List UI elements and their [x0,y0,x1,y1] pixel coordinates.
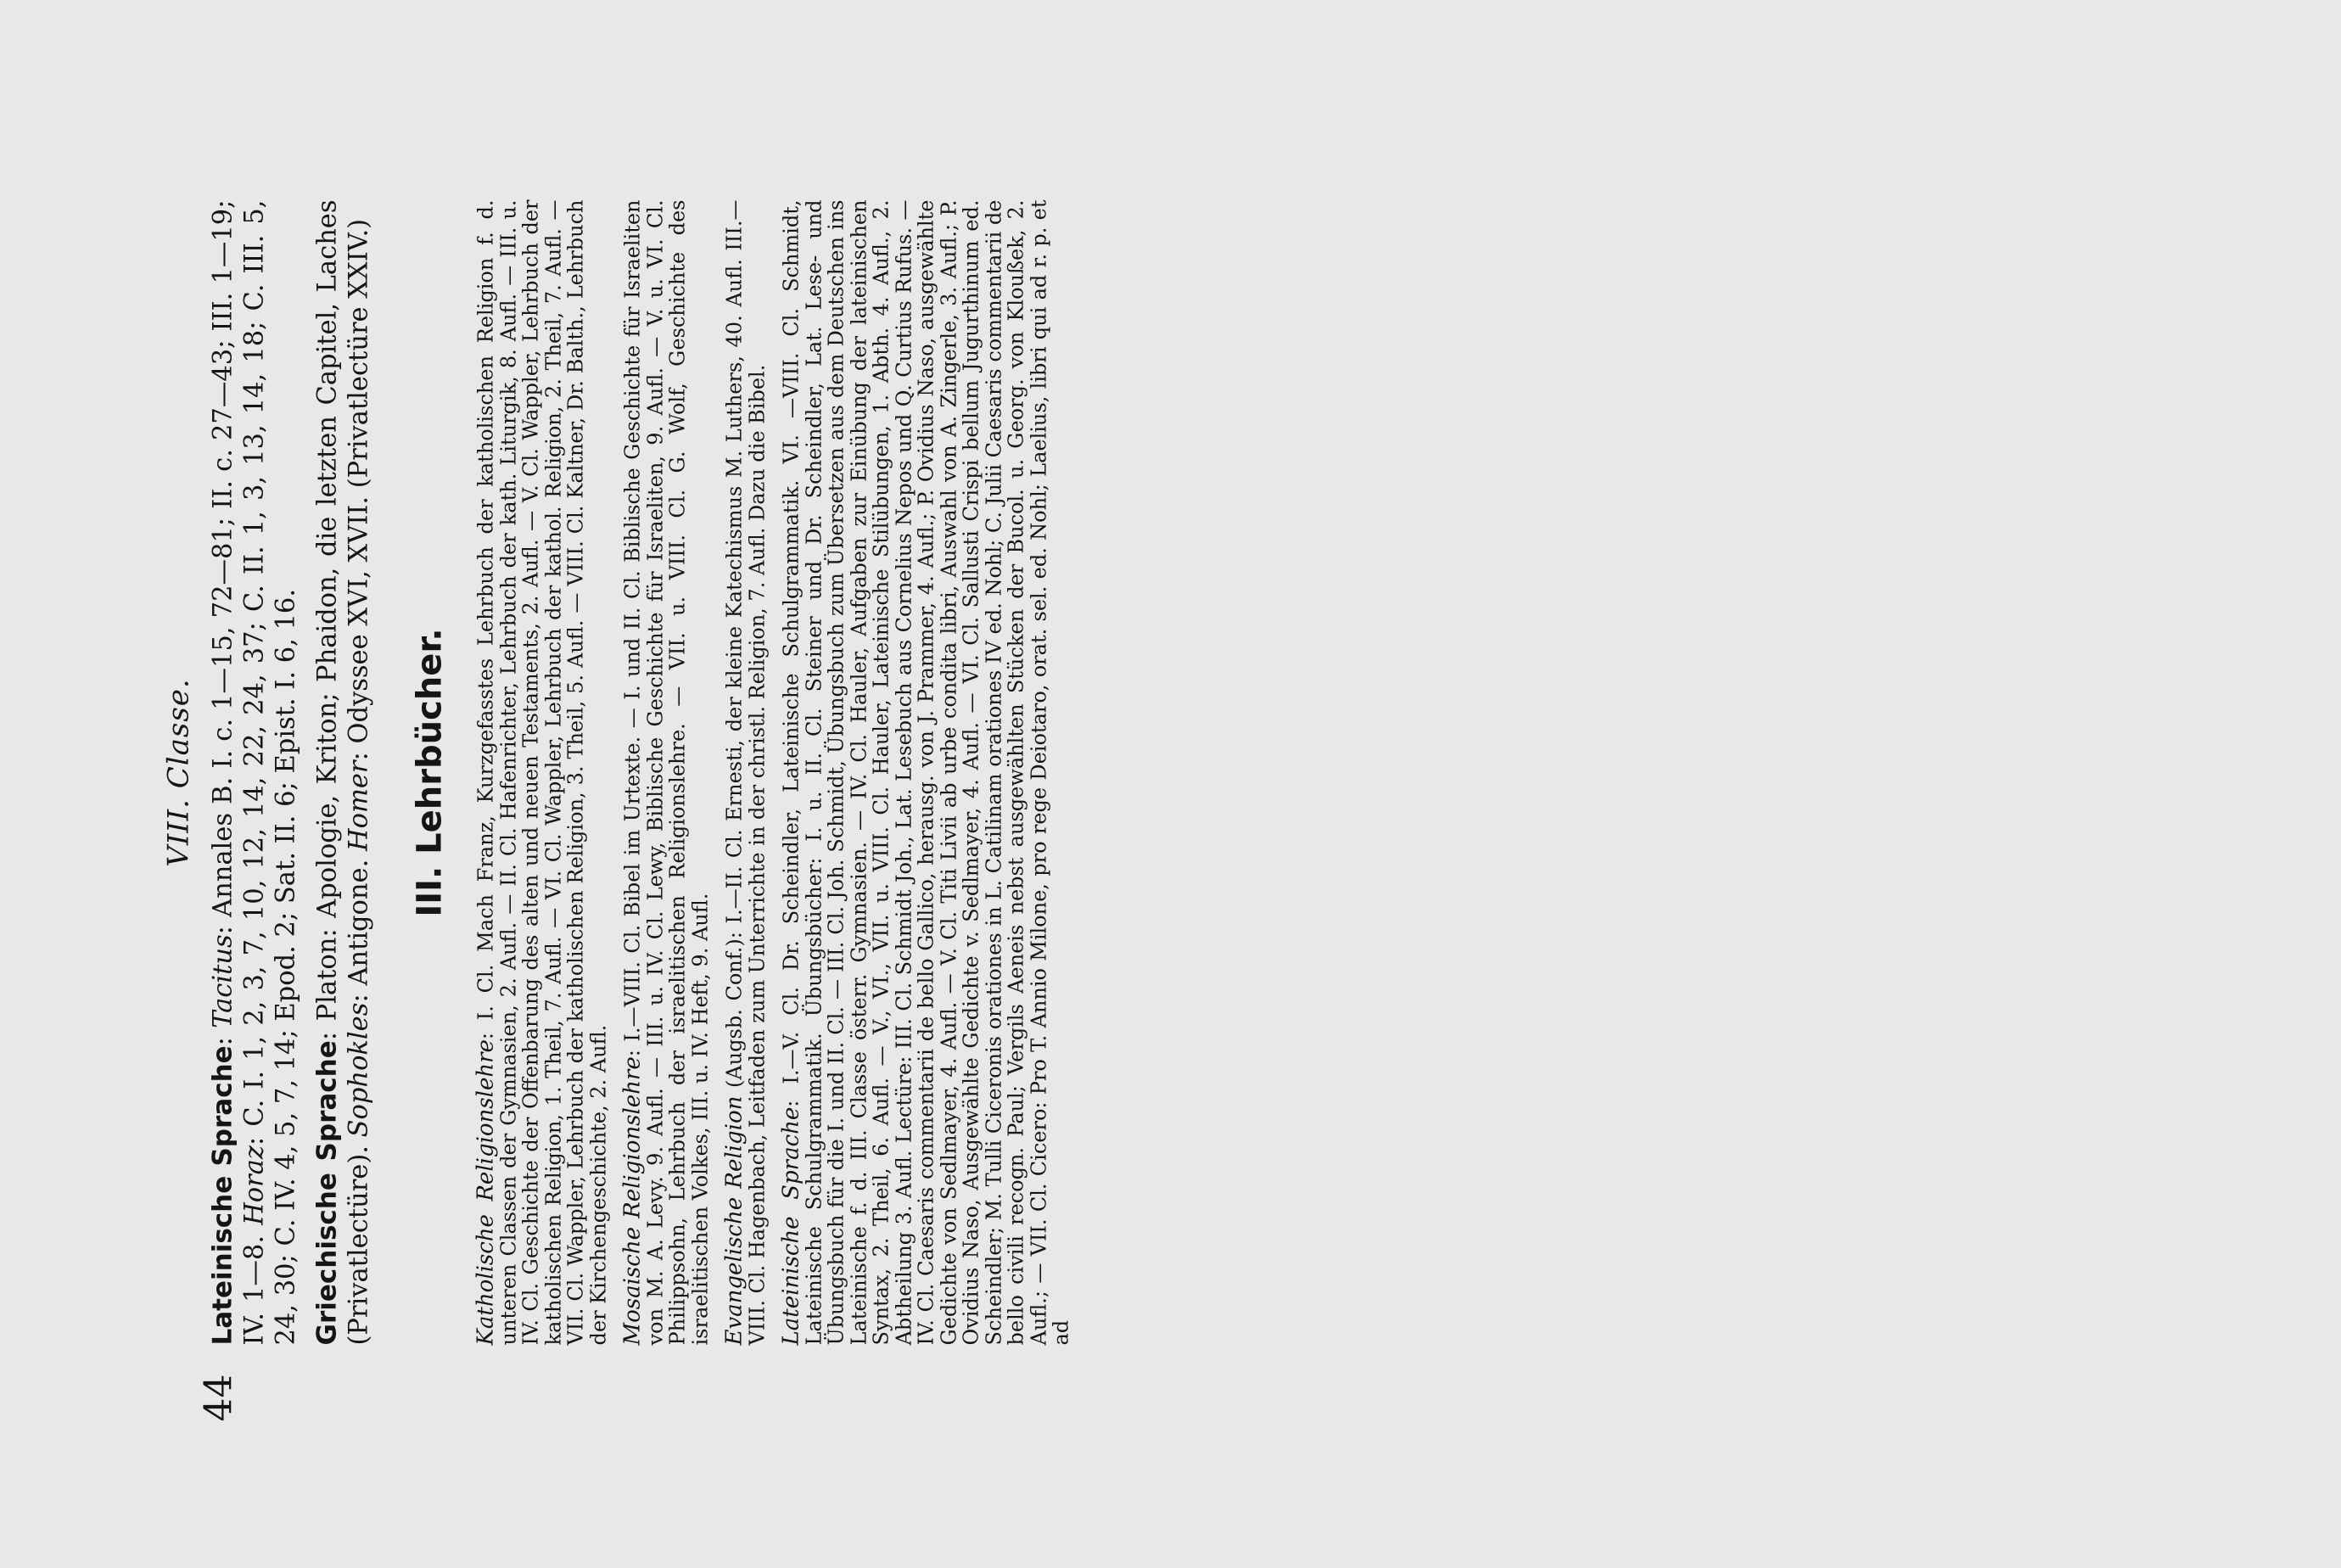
paragraph-text: Platon: Apologie, Kriton; Phaidon, die letzten Capitel, Laches (Privatlectüre). [312,199,374,1346]
paragraph-text: : I.—VIII. Cl. Bibel im Urtexte. — I. und II. Cl. Biblische Geschichte für Israeliten von M. A. Levy. 9. Aufl. — III. u. IV. Cl. Lewy, Biblische Geschichte für Israeliten, 9. Aufl. — V. u. VI. Cl. Philippsohn, Lehrbuch der israelitischen Religionslehre. — VII. u. VIII. Cl. G. Wolf, Geschichte des israelitischen Volkes, III. u. IV. Heft, 9. Aufl. [620,199,712,1346]
paragraph-lead: Lateinische Sprache [778,1106,804,1346]
lehrbuch-katholische-religionslehre [475,200,610,1346]
paragraph-text: : I.—V. Cl. Dr. Scheindler, Lateinische Schulgrammatik. VI. —VIII. Cl. Schmidt, Lateinische Schulgrammatik. Übungsbücher: I. u. II. Cl. Steiner und Dr. Scheindler, Lat. Lese- und Übungsbuch für die I. und II. Cl. — III. Cl. Joh. Schmidt, Übungsbuch zum Übersetzen aus dem Deutschen ins Lateinische f. d. III. Classe österr. Gymnasien. — IV. Cl. Hauler, Aufgaben zur Einübung der lateinischen Syntax, 2. Theil, 6. Aufl. — V., VI., VII. u. VIII. Cl. Hauler, Lateinische Stilübungen, 1. Abth. 4. Aufl., 2. Abtheilung 3. Aufl. Lectüre: III. Cl. Schmidt Joh., Lat. Lesebuch aus Cornelius Nepos und Q. Curtius Rufus. — IV. Cl. Caesaris commentarii de bello Gallico, herausg. von J. Prammer, 4. Aufl.; P. Ovidius Naso, ausgewählte Gedichte von Sedlmayer, 4. Aufl. — V. Cl. Titi Livii ab urbe condita libri, Auswahl von A. Zingerle, 3. Aufl.; P. Ovidius Naso, Ausgewählte Gedichte v. Sedlmayer, 4. Aufl. — VI. Cl. Sallusti Crispi bellum Jugurthinum ed. Scheindler; M. Tulli Ciceronis orationes in L. Catilinam orationes IV ed. Nohl; C. Julii Caesaris commentarii de bello civili recogn. Paul; Vergils Aeneis nebst ausgewählten Stücken der Bucol. u. Georg. von Kloußek, 2. Aufl.; — VII. Cl. Cicero: Pro T. Annio Milone, pro rege Deiotaro, orat. sel. ed. Nohl; Laelius, libri qui ad r. p. et ad [779,199,1073,1346]
lektuere-lateinische-sprache [208,200,302,1346]
section-heading: III. Lehrbücher. [410,628,450,917]
lead-separator: : [208,1028,238,1046]
lehrbuch-lateinische-sprache [778,199,1073,1346]
paragraph-text: (Augsb. Conf.): I.—II. Cl. Ernesti, der kleine Katechismus M. Luthers, 40. Aufl. III.—VIII. Cl. Hagenbach, Leitfaden zum Unterrichte in der christl. Religion, 7. Aufl. Dazu die Bibel. [722,199,769,1346]
author-name: Sophokles [344,1002,374,1138]
lektuere-griechische-sprache [312,200,375,1346]
author-name: Homer [344,760,374,851]
paragraph-text: : Annales B. I. c. 1—15, 72—81; II. c. 27—43; III. 1—19; IV. 1—8. [208,199,270,1346]
paragraph-text: : Odyssee XVI, XVII. (Privatlectüre XXIV.) [344,218,374,761]
paragraph-lead: Mosaische Religionslehre [619,1056,646,1346]
book-page [1,0,2341,1568]
paragraph-lead: Evangelische Religion [721,1095,748,1346]
paragraph-text: : C. I. 1, 2, 3, 7, 10, 12, 14, 22, 24, 37; C. II. 1, 3, 13, 14, 18; C. III. 5, 24, 30; C. IV. 4, 5, 7, 14; Epod. 2; Sat. II. 6; Epist. I. 6, 16. [239,199,301,1346]
paragraph-lead: Griechische Sprache [311,1040,343,1346]
lehrbuch-mosaische-religionslehre [619,199,712,1346]
paragraph-lead: Katholische Religionslehre [473,1039,499,1346]
page-content [162,200,1085,1346]
paragraph-lead: Lateinische Sprache [207,1045,238,1346]
author-name: Tacitus [208,934,238,1028]
lehrbuch-evangelische-religion [721,199,769,1346]
author-name: Horaz [239,1145,270,1225]
lead-separator: : [312,1021,343,1041]
classe-title: VIII. Classe. [161,678,196,867]
paragraph-text: : Antigone. [344,851,374,1003]
paragraph-text: : I. Cl. Mach Franz, Kurzgefasstes Lehrbuch der katholischen Religion f. d. unteren Classen der Gymnasien, 2. Aufl. — II. Cl. Hafenrichter, Lehrbuch der kath. Liturgik, 8. Aufl. — III. u. IV. Cl. Geschichte der Offenbarung des alten und neuen Testaments, 2. Aufl. — V. Cl. Wappler, Lehrbuch der katholischen Religion, 1. Theil, 7. Aufl. — VI. Cl. Wappler, Lehrbuch der kathol. Religion, 2. Theil, 7. Aufl. — VII. Cl. Wappler, Lehrbuch der katholischen Religion, 3. Theil, 5. Aufl. — VIII. Cl. Kaltner, Dr. Balth., Lehrbuch der Kirchengeschichte, 2. Aufl. [473,199,610,1346]
page-number: 44 [197,1374,241,1422]
